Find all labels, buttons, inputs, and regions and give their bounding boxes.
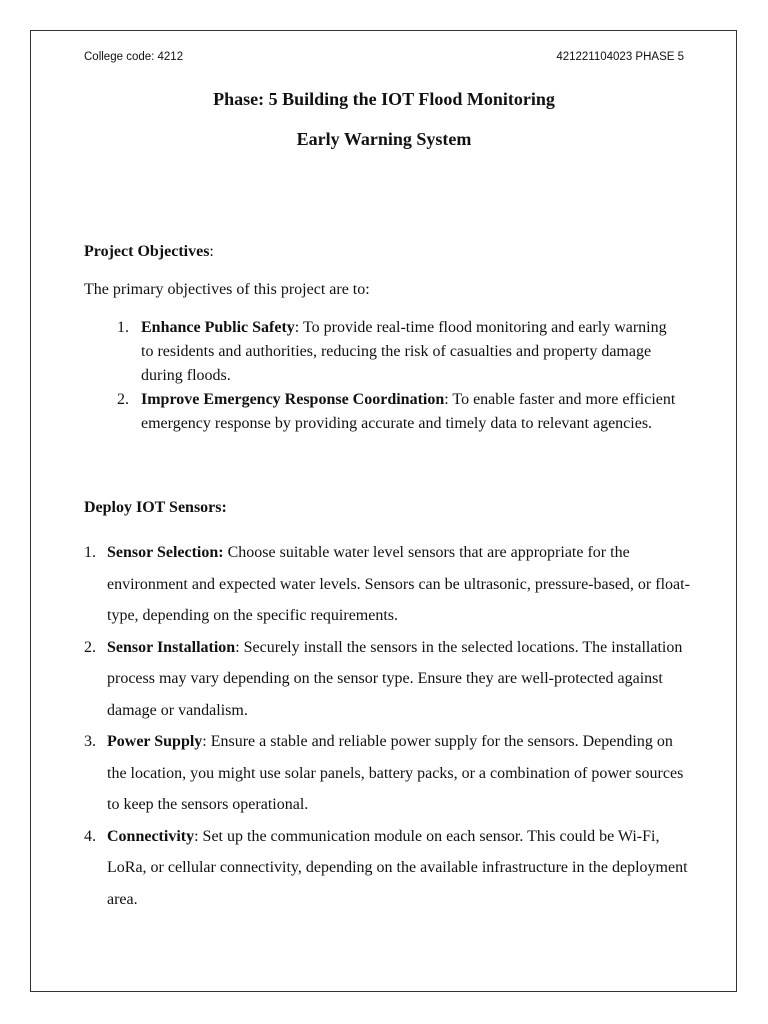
sensors-list bbox=[84, 537, 694, 915]
registration-phase: 421221104023 PHASE 5 bbox=[556, 51, 684, 63]
list-item-text: : Securely install the sensors in the selected locations. The installation process may vary depending on the sensor type. Ensure they are well-protected against damage or vandalism. bbox=[107, 638, 683, 719]
list-item bbox=[84, 632, 694, 727]
list-number: 1. bbox=[117, 319, 129, 336]
list-item bbox=[84, 537, 694, 632]
college-code: College code: 4212 bbox=[84, 51, 184, 63]
list-number: 2. bbox=[117, 391, 129, 408]
list-item-term: Improve Emergency Response Coordination bbox=[141, 391, 445, 408]
list-item-text: : Set up the communication module on each sensor. This could be Wi-Fi, LoRa, or cellular connectivity, depending on the available infrastructure in the deployment area. bbox=[107, 827, 688, 908]
list-item bbox=[117, 388, 677, 436]
list-item-text: : To provide real-time flood monitoring and early warning to residents and authorities, reducing the risk of casualties and property damage during floods. bbox=[141, 319, 667, 384]
list-item-term: Power Supply bbox=[107, 733, 203, 750]
objectives-heading-colon: : bbox=[209, 243, 214, 260]
objectives-heading bbox=[84, 243, 214, 261]
list-item bbox=[84, 726, 694, 821]
document-title-line-1: Phase: 5 Building the IOT Flood Monitoring bbox=[213, 89, 555, 109]
list-item-term: Sensor Selection: bbox=[107, 544, 224, 561]
document-title-line-2: Early Warning System bbox=[296, 129, 472, 149]
list-item-text: : To enable faster and more efficient emergency response by providing accurate and timely data to relevant agencies. bbox=[141, 391, 676, 432]
list-number: 3. bbox=[84, 733, 96, 750]
sensors-heading: Deploy IOT Sensors: bbox=[84, 499, 227, 516]
list-item bbox=[117, 316, 677, 388]
list-number: 2. bbox=[84, 638, 96, 656]
list-item-term: Enhance Public Safety bbox=[141, 319, 295, 336]
list-item-text: : Ensure a stable and reliable power supply for the sensors. Depending on the location, you might use solar panels, battery packs, or a combination of power sources to keep the sensors operational. bbox=[107, 733, 684, 813]
list-item-term: Sensor Installation bbox=[107, 638, 236, 656]
list-item-text: Choose suitable water level sensors that are appropriate for the environment and expected water levels. Sensors can be ultrasonic, pressure-based, or float-type, depending on the specific requirements. bbox=[107, 544, 690, 624]
list-number: 4. bbox=[84, 827, 96, 845]
list-number: 1. bbox=[84, 544, 96, 561]
objectives-list bbox=[117, 316, 677, 436]
list-item-term: Connectivity bbox=[107, 827, 195, 845]
list-item bbox=[84, 821, 694, 916]
objectives-heading-text: Project Objectives bbox=[84, 243, 210, 260]
objectives-intro: The primary objectives of this project are to: bbox=[84, 281, 370, 298]
